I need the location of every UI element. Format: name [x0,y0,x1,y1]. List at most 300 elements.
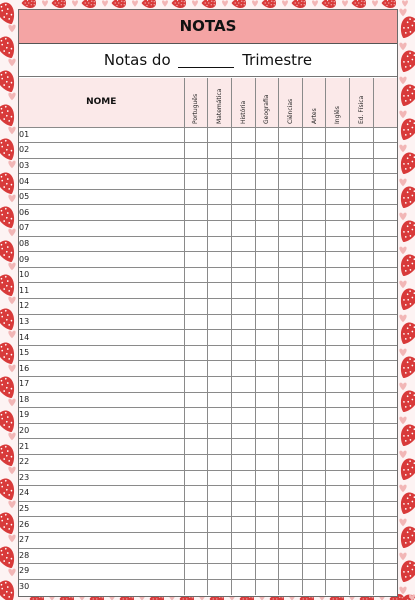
grade-cell[interactable] [326,267,350,283]
grade-cell[interactable] [350,252,374,268]
grade-cell[interactable] [208,143,232,159]
grade-cell[interactable] [231,189,255,205]
grade-cell[interactable] [279,454,303,470]
grade-cell[interactable] [373,361,397,377]
grade-cell[interactable] [302,143,326,159]
student-number-cell[interactable]: 25 [19,501,184,517]
grade-cell[interactable] [326,377,350,393]
grade-cell[interactable] [184,221,208,237]
grade-cell[interactable] [208,127,232,143]
student-number-cell[interactable]: 08 [19,236,184,252]
grade-cell[interactable] [373,517,397,533]
grade-cell[interactable] [279,564,303,580]
grade-cell[interactable] [231,517,255,533]
grade-cell[interactable] [279,330,303,346]
grade-cell[interactable] [350,548,374,564]
grade-cell[interactable] [184,345,208,361]
grade-cell[interactable] [373,532,397,548]
grade-cell[interactable] [326,143,350,159]
grade-cell[interactable] [255,174,279,190]
grade-cell[interactable] [373,439,397,455]
grade-cell[interactable] [302,579,326,595]
grade-cell[interactable] [279,143,303,159]
grade-cell[interactable] [231,579,255,595]
grade-cell[interactable] [255,532,279,548]
grade-cell[interactable] [231,408,255,424]
grade-cell[interactable] [231,143,255,159]
grade-cell[interactable] [350,205,374,221]
grade-cell[interactable] [350,189,374,205]
grade-cell[interactable] [350,127,374,143]
grade-cell[interactable] [302,408,326,424]
grade-cell[interactable] [302,470,326,486]
grade-cell[interactable] [373,454,397,470]
grade-cell[interactable] [255,439,279,455]
student-number-cell[interactable]: 22 [19,454,184,470]
grade-cell[interactable] [208,236,232,252]
grade-cell[interactable] [255,267,279,283]
grade-cell[interactable] [208,377,232,393]
grade-cell[interactable] [279,205,303,221]
grade-cell[interactable] [302,189,326,205]
grade-cell[interactable] [255,189,279,205]
grade-cell[interactable] [326,532,350,548]
grade-cell[interactable] [231,174,255,190]
grade-cell[interactable] [326,439,350,455]
grade-cell[interactable] [279,361,303,377]
grade-cell[interactable] [326,408,350,424]
grade-cell[interactable] [302,283,326,299]
grade-cell[interactable] [373,174,397,190]
grade-cell[interactable] [350,517,374,533]
grade-cell[interactable] [326,392,350,408]
grade-cell[interactable] [231,548,255,564]
grade-cell[interactable] [184,501,208,517]
grade-cell[interactable] [208,174,232,190]
grade-cell[interactable] [326,486,350,502]
grade-cell[interactable] [208,423,232,439]
student-number-cell[interactable]: 10 [19,267,184,283]
grade-cell[interactable] [208,252,232,268]
grade-cell[interactable] [326,454,350,470]
grade-cell[interactable] [231,439,255,455]
grade-cell[interactable] [373,299,397,315]
grade-cell[interactable] [302,330,326,346]
grade-cell[interactable] [208,532,232,548]
grade-cell[interactable] [326,283,350,299]
grade-cell[interactable] [231,205,255,221]
grade-cell[interactable] [302,532,326,548]
grade-cell[interactable] [255,330,279,346]
grade-cell[interactable] [255,517,279,533]
grade-cell[interactable] [350,486,374,502]
grade-cell[interactable] [279,174,303,190]
grade-cell[interactable] [350,221,374,237]
grade-cell[interactable] [302,392,326,408]
grade-cell[interactable] [350,408,374,424]
grade-cell[interactable] [255,377,279,393]
grade-cell[interactable] [279,548,303,564]
grade-cell[interactable] [279,501,303,517]
student-number-cell[interactable]: 26 [19,517,184,533]
grade-cell[interactable] [302,423,326,439]
grade-cell[interactable] [350,345,374,361]
grade-cell[interactable] [255,548,279,564]
grade-cell[interactable] [184,361,208,377]
grade-cell[interactable] [184,517,208,533]
grade-cell[interactable] [208,345,232,361]
grade-cell[interactable] [373,330,397,346]
grade-cell[interactable] [302,205,326,221]
grade-cell[interactable] [231,423,255,439]
grade-cell[interactable] [350,439,374,455]
grade-cell[interactable] [302,439,326,455]
grade-cell[interactable] [302,454,326,470]
grade-cell[interactable] [350,158,374,174]
grade-cell[interactable] [255,299,279,315]
grade-cell[interactable] [184,314,208,330]
grade-cell[interactable] [350,236,374,252]
grade-cell[interactable] [326,548,350,564]
grade-cell[interactable] [255,127,279,143]
grade-cell[interactable] [350,174,374,190]
grade-cell[interactable] [231,564,255,580]
grade-cell[interactable] [326,221,350,237]
grade-cell[interactable] [302,127,326,143]
grade-cell[interactable] [231,392,255,408]
grade-cell[interactable] [231,299,255,315]
grade-cell[interactable] [208,501,232,517]
grade-cell[interactable] [231,283,255,299]
grade-cell[interactable] [350,579,374,595]
grade-cell[interactable] [279,377,303,393]
grade-cell[interactable] [184,205,208,221]
grade-cell[interactable] [326,470,350,486]
grade-cell[interactable] [373,236,397,252]
student-number-cell[interactable]: 12 [19,299,184,315]
student-number-cell[interactable]: 02 [19,143,184,159]
grade-cell[interactable] [184,267,208,283]
grade-cell[interactable] [208,314,232,330]
grade-cell[interactable] [231,127,255,143]
grade-cell[interactable] [350,283,374,299]
student-number-cell[interactable]: 27 [19,532,184,548]
grade-cell[interactable] [279,579,303,595]
grade-cell[interactable] [279,392,303,408]
grade-cell[interactable] [279,299,303,315]
grade-cell[interactable] [208,158,232,174]
grade-cell[interactable] [255,345,279,361]
grade-cell[interactable] [326,330,350,346]
grade-cell[interactable] [255,205,279,221]
grade-cell[interactable] [231,361,255,377]
grade-cell[interactable] [373,392,397,408]
grade-cell[interactable] [279,517,303,533]
grade-cell[interactable] [184,579,208,595]
student-number-cell[interactable]: 06 [19,205,184,221]
grade-cell[interactable] [255,408,279,424]
grade-cell[interactable] [326,236,350,252]
grade-cell[interactable] [373,143,397,159]
grade-cell[interactable] [255,361,279,377]
grade-cell[interactable] [350,330,374,346]
grade-cell[interactable] [208,330,232,346]
grade-cell[interactable] [231,486,255,502]
grade-cell[interactable] [279,221,303,237]
grade-cell[interactable] [184,423,208,439]
grade-cell[interactable] [373,486,397,502]
grade-cell[interactable] [373,283,397,299]
grade-cell[interactable] [373,267,397,283]
grade-cell[interactable] [184,392,208,408]
grade-cell[interactable] [184,408,208,424]
grade-cell[interactable] [326,174,350,190]
grade-cell[interactable] [302,252,326,268]
grade-cell[interactable] [184,127,208,143]
grade-cell[interactable] [350,377,374,393]
grade-cell[interactable] [373,579,397,595]
student-number-cell[interactable]: 28 [19,548,184,564]
grade-cell[interactable] [373,548,397,564]
grade-cell[interactable] [208,439,232,455]
grade-cell[interactable] [255,501,279,517]
grade-cell[interactable] [373,470,397,486]
student-number-cell[interactable]: 16 [19,361,184,377]
grade-cell[interactable] [208,579,232,595]
grade-cell[interactable] [373,158,397,174]
grade-cell[interactable] [302,314,326,330]
grade-cell[interactable] [231,330,255,346]
student-number-cell[interactable]: 18 [19,392,184,408]
grade-cell[interactable] [326,501,350,517]
grade-cell[interactable] [302,548,326,564]
student-number-cell[interactable]: 15 [19,345,184,361]
grade-cell[interactable] [184,330,208,346]
student-number-cell[interactable]: 13 [19,314,184,330]
grade-cell[interactable] [255,454,279,470]
grade-cell[interactable] [184,377,208,393]
grade-cell[interactable] [302,486,326,502]
grade-cell[interactable] [184,532,208,548]
grade-cell[interactable] [326,158,350,174]
student-number-cell[interactable]: 01 [19,127,184,143]
grade-cell[interactable] [279,532,303,548]
grade-cell[interactable] [279,127,303,143]
student-number-cell[interactable]: 29 [19,564,184,580]
grade-cell[interactable] [350,470,374,486]
grade-cell[interactable] [326,579,350,595]
grade-cell[interactable] [373,189,397,205]
grade-cell[interactable] [302,158,326,174]
grade-cell[interactable] [373,501,397,517]
grade-cell[interactable] [255,221,279,237]
grade-cell[interactable] [279,423,303,439]
grade-cell[interactable] [208,299,232,315]
grade-cell[interactable] [231,532,255,548]
grade-cell[interactable] [350,454,374,470]
grade-cell[interactable] [184,143,208,159]
grade-cell[interactable] [350,564,374,580]
grade-cell[interactable] [208,517,232,533]
grade-cell[interactable] [208,283,232,299]
grade-cell[interactable] [326,517,350,533]
grade-cell[interactable] [279,314,303,330]
trimester-blank-line[interactable] [178,53,234,68]
grade-cell[interactable] [184,283,208,299]
grade-cell[interactable] [326,299,350,315]
grade-cell[interactable] [208,267,232,283]
grade-cell[interactable] [184,454,208,470]
grade-cell[interactable] [326,127,350,143]
grade-cell[interactable] [231,501,255,517]
grade-cell[interactable] [373,221,397,237]
grade-cell[interactable] [255,158,279,174]
grade-cell[interactable] [231,236,255,252]
grade-cell[interactable] [279,486,303,502]
grade-cell[interactable] [302,501,326,517]
grade-cell[interactable] [350,532,374,548]
student-number-cell[interactable]: 30 [19,579,184,595]
grade-cell[interactable] [208,221,232,237]
grade-cell[interactable] [302,377,326,393]
grade-cell[interactable] [326,361,350,377]
grade-cell[interactable] [184,252,208,268]
grade-cell[interactable] [208,486,232,502]
grade-cell[interactable] [279,267,303,283]
grade-cell[interactable] [302,299,326,315]
grade-cell[interactable] [326,205,350,221]
grade-cell[interactable] [255,486,279,502]
grade-cell[interactable] [255,283,279,299]
grade-cell[interactable] [350,392,374,408]
student-number-cell[interactable]: 21 [19,439,184,455]
grade-cell[interactable] [208,454,232,470]
grade-cell[interactable] [184,189,208,205]
grade-cell[interactable] [231,454,255,470]
grade-cell[interactable] [350,423,374,439]
student-number-cell[interactable]: 17 [19,377,184,393]
grade-cell[interactable] [208,564,232,580]
grade-cell[interactable] [208,408,232,424]
grade-cell[interactable] [279,408,303,424]
grade-cell[interactable] [279,439,303,455]
grade-cell[interactable] [255,392,279,408]
grade-cell[interactable] [231,345,255,361]
grade-cell[interactable] [350,314,374,330]
grade-cell[interactable] [255,564,279,580]
grade-cell[interactable] [231,377,255,393]
grade-cell[interactable] [184,486,208,502]
grade-cell[interactable] [302,267,326,283]
grade-cell[interactable] [208,470,232,486]
grade-cell[interactable] [302,174,326,190]
grade-cell[interactable] [373,377,397,393]
grade-cell[interactable] [231,221,255,237]
student-number-cell[interactable]: 19 [19,408,184,424]
grade-cell[interactable] [255,423,279,439]
student-number-cell[interactable]: 24 [19,486,184,502]
grade-cell[interactable] [279,236,303,252]
student-number-cell[interactable]: 11 [19,283,184,299]
grade-cell[interactable] [302,564,326,580]
grade-cell[interactable] [279,189,303,205]
grade-cell[interactable] [255,470,279,486]
student-number-cell[interactable]: 05 [19,189,184,205]
grade-cell[interactable] [231,252,255,268]
grade-cell[interactable] [231,267,255,283]
grade-cell[interactable] [255,252,279,268]
grade-cell[interactable] [373,127,397,143]
student-number-cell[interactable]: 14 [19,330,184,346]
student-number-cell[interactable]: 23 [19,470,184,486]
student-number-cell[interactable]: 09 [19,252,184,268]
grade-cell[interactable] [302,345,326,361]
grade-cell[interactable] [208,392,232,408]
grade-cell[interactable] [231,314,255,330]
grade-cell[interactable] [279,252,303,268]
grade-cell[interactable] [302,361,326,377]
grade-cell[interactable] [350,361,374,377]
grade-cell[interactable] [231,158,255,174]
grade-cell[interactable] [208,548,232,564]
grade-cell[interactable] [255,143,279,159]
grade-cell[interactable] [350,501,374,517]
grade-cell[interactable] [326,189,350,205]
grade-cell[interactable] [373,252,397,268]
grade-cell[interactable] [208,205,232,221]
grade-cell[interactable] [302,517,326,533]
grade-cell[interactable] [326,314,350,330]
grade-cell[interactable] [373,205,397,221]
grade-cell[interactable] [326,252,350,268]
grade-cell[interactable] [184,299,208,315]
grade-cell[interactable] [373,408,397,424]
grade-cell[interactable] [350,143,374,159]
grade-cell[interactable] [373,314,397,330]
grade-cell[interactable] [373,564,397,580]
student-number-cell[interactable]: 04 [19,174,184,190]
grade-cell[interactable] [279,470,303,486]
grade-cell[interactable] [326,423,350,439]
grade-cell[interactable] [208,189,232,205]
grade-cell[interactable] [255,579,279,595]
grade-cell[interactable] [373,423,397,439]
grade-cell[interactable] [184,439,208,455]
grade-cell[interactable] [326,345,350,361]
grade-cell[interactable] [255,236,279,252]
grade-cell[interactable] [184,236,208,252]
grade-cell[interactable] [350,299,374,315]
grade-cell[interactable] [184,174,208,190]
grade-cell[interactable] [302,236,326,252]
student-number-cell[interactable]: 20 [19,423,184,439]
grade-cell[interactable] [350,267,374,283]
grade-cell[interactable] [326,564,350,580]
grade-cell[interactable] [184,548,208,564]
grade-cell[interactable] [184,158,208,174]
grade-cell[interactable] [255,314,279,330]
grade-cell[interactable] [184,564,208,580]
grade-cell[interactable] [279,283,303,299]
student-number-cell[interactable]: 07 [19,221,184,237]
student-number-cell[interactable]: 03 [19,158,184,174]
grade-cell[interactable] [208,361,232,377]
grade-cell[interactable] [302,221,326,237]
grade-cell[interactable] [184,470,208,486]
grade-cell[interactable] [231,470,255,486]
grade-cell[interactable] [373,345,397,361]
grade-cell[interactable] [279,158,303,174]
